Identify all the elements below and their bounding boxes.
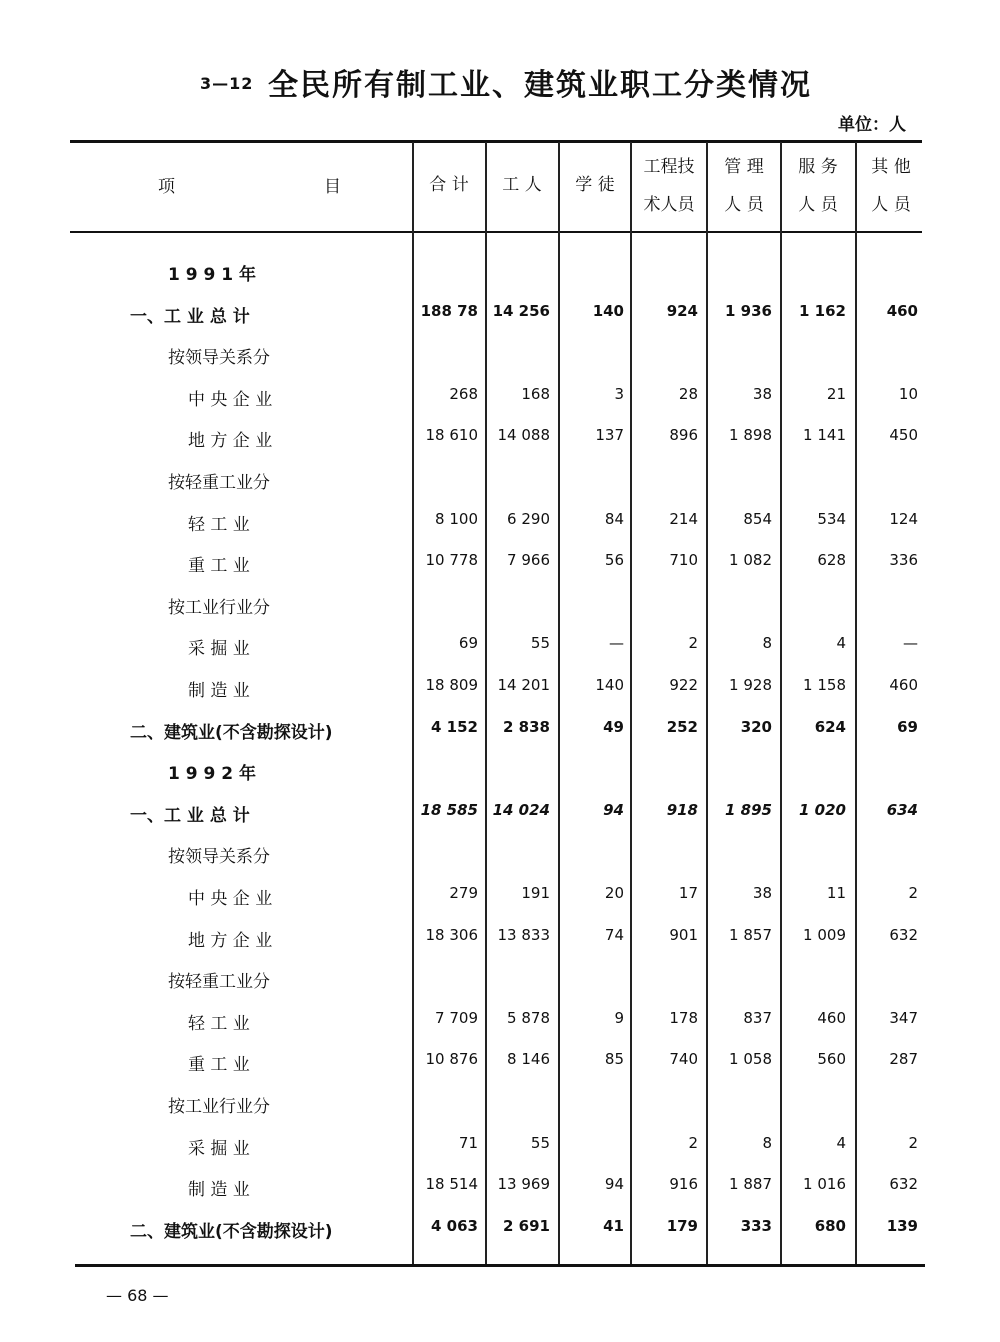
table-row (0, 842, 1000, 882)
header-line: 其 他 (871, 157, 911, 177)
row-label: 制 造 业 (188, 1180, 250, 1201)
bottom-rule (75, 1264, 925, 1267)
table-cell: 94 (603, 800, 624, 819)
row-label: 重 工 业 (188, 1055, 250, 1076)
table-cell: 6 290 (507, 509, 550, 528)
table-cell: 14 201 (497, 676, 550, 694)
table-cell: 124 (889, 509, 918, 528)
header-line: 管 理 (724, 157, 764, 177)
table-row (0, 801, 1000, 841)
column-header-management (708, 148, 780, 224)
table-cell: 628 (817, 551, 846, 570)
table-cell: 38 (752, 884, 772, 902)
table-cell: 74 (604, 925, 624, 944)
row-label: 按领导关系分 (168, 348, 270, 369)
table-cell: 140 (592, 301, 624, 320)
table-cell: 214 (669, 509, 698, 528)
table-cell: 347 (889, 1008, 918, 1027)
column-header-apprentices: 学 徒 (575, 175, 615, 195)
row-label: 二、建筑业(不含勘探设计) (130, 722, 333, 743)
table-cell: 13 833 (497, 925, 550, 944)
table-cell: 1 141 (803, 426, 846, 445)
table-cell: 1 058 (729, 1050, 772, 1069)
header-line: 人 员 (724, 195, 764, 215)
table-cell: 8 (762, 1133, 772, 1152)
table-cell: 11 (826, 884, 846, 902)
table-cell: 460 (889, 676, 918, 694)
table-cell: 14 256 (492, 301, 550, 320)
table-cell: 49 (603, 717, 624, 736)
row-label: 按工业行业分 (168, 597, 270, 618)
table-cell: 188 78 (420, 301, 478, 320)
header-line: 工程技 (643, 157, 695, 177)
table-cell: 854 (743, 509, 772, 528)
header-line: 服 务 (798, 157, 838, 177)
table-cell: 333 (740, 1216, 772, 1235)
table-cell: 901 (669, 925, 698, 944)
table-row (0, 634, 1000, 674)
top-rule (70, 140, 922, 143)
table-cell: 69 (897, 717, 918, 736)
table-cell: 560 (817, 1050, 846, 1069)
unit-label: 单位：人 (838, 115, 906, 135)
table-cell: 460 (886, 301, 918, 320)
table-cell: 320 (740, 717, 772, 736)
row-label: 一、工 业 总 计 (130, 306, 250, 327)
table-cell: 10 778 (425, 551, 478, 570)
table-cell: 1 082 (729, 551, 772, 570)
row-label: 地 方 企 业 (188, 930, 273, 951)
row-label: 采 掘 业 (188, 639, 250, 660)
table-cell: 922 (669, 676, 698, 694)
table-row (0, 343, 1000, 383)
row-label: 1 9 9 1 年 (168, 265, 256, 285)
table-cell: 1 928 (729, 676, 772, 694)
table-row (0, 1050, 1000, 1090)
table-cell: 38 (752, 384, 772, 403)
table-cell: 4 063 (431, 1216, 478, 1235)
table-cell: 287 (889, 1050, 918, 1069)
row-label: 轻 工 业 (188, 1013, 250, 1034)
row-label: 中 央 企 业 (188, 889, 273, 909)
table-cell: 3 (614, 384, 624, 403)
table-cell: 2 (688, 634, 698, 653)
table-cell: 84 (604, 509, 624, 528)
table-cell: 7 709 (435, 1008, 478, 1027)
table-row (0, 926, 1000, 966)
table-row (0, 385, 1000, 425)
row-label: 按轻重工业分 (168, 972, 270, 993)
table-cell: 7 966 (507, 551, 550, 570)
table-cell: 534 (817, 509, 846, 528)
table-cell: — (903, 634, 918, 653)
table-cell: 8 100 (435, 509, 478, 528)
table-cell: 252 (666, 717, 698, 736)
table-cell: 1 887 (729, 1175, 772, 1194)
table-cell: 14 024 (492, 800, 550, 819)
table-cell: 1 158 (803, 676, 846, 694)
table-cell: 680 (814, 1216, 846, 1235)
table-cell: 4 (836, 1133, 846, 1152)
table-cell: 85 (604, 1050, 624, 1069)
table-row (0, 426, 1000, 466)
table-cell: 55 (530, 1133, 550, 1152)
table-cell: 9 (614, 1008, 624, 1027)
page-number: — 68 — (106, 1286, 169, 1305)
table-row (0, 1175, 1000, 1215)
table-cell: 41 (603, 1216, 624, 1235)
table-row (0, 468, 1000, 508)
row-label: 二、建筑业(不含勘探设计) (130, 1221, 333, 1242)
table-cell: 71 (458, 1133, 478, 1152)
table-cell: 14 088 (497, 426, 550, 445)
table-cell: 1 162 (799, 301, 846, 320)
table-cell: 137 (595, 426, 624, 445)
table-cell: 18 809 (425, 676, 478, 694)
table-cell: 924 (666, 301, 698, 320)
table-cell: 168 (521, 384, 550, 403)
table-cell: 17 (678, 884, 698, 902)
table-cell: 1 898 (729, 426, 772, 445)
column-header-engineering (632, 148, 706, 224)
table-cell: 1 895 (725, 800, 772, 819)
table-cell: 632 (889, 925, 918, 944)
table-cell: 55 (530, 634, 550, 653)
table-cell: 20 (604, 884, 624, 902)
table-cell: 268 (449, 384, 478, 403)
row-label: 按轻重工业分 (168, 473, 270, 493)
table-cell: 69 (458, 634, 478, 653)
header-line: 人 员 (871, 195, 911, 215)
page-title: 全民所有制工业、建筑业职工分类情况 (268, 68, 812, 103)
table-cell: 4 (836, 634, 846, 653)
table-cell: 896 (669, 426, 698, 445)
table-cell: 1 016 (803, 1175, 846, 1194)
table-cell: 191 (521, 884, 550, 902)
column-header-service (782, 148, 854, 224)
table-cell: 10 876 (425, 1050, 478, 1069)
table-cell: 632 (889, 1175, 918, 1194)
table-row (0, 1092, 1000, 1132)
table-cell: 1 020 (799, 800, 846, 819)
table-row (0, 676, 1000, 716)
table-row (0, 302, 1000, 342)
table-cell: 140 (595, 676, 624, 694)
table-row (0, 967, 1000, 1007)
table-cell: 10 (898, 384, 918, 403)
table-cell: 2 (908, 1133, 918, 1152)
table-row (0, 1217, 1000, 1257)
table-cell: 634 (886, 800, 918, 819)
table-cell: 13 969 (497, 1175, 550, 1194)
table-row (0, 1009, 1000, 1049)
column-header-workers: 工 人 (502, 175, 542, 195)
table-row (0, 260, 1000, 300)
table-cell: 916 (669, 1175, 698, 1194)
table-cell: 18 306 (425, 925, 478, 944)
table-row (0, 759, 1000, 799)
table-cell: 5 878 (507, 1008, 550, 1027)
table-cell: 2 691 (503, 1216, 550, 1235)
table-cell: 178 (669, 1008, 698, 1027)
table-cell: 94 (604, 1175, 624, 1194)
table-cell: 4 152 (431, 717, 478, 736)
table-cell: 740 (669, 1050, 698, 1069)
table-cell: 1 936 (725, 301, 772, 320)
table-cell: 2 (688, 1133, 698, 1152)
table-cell: 2 838 (503, 717, 550, 736)
table-cell: 1 857 (729, 925, 772, 944)
row-label: 一、工 业 总 计 (130, 805, 250, 826)
table-cell: 1 009 (803, 925, 846, 944)
table-cell: 8 (762, 634, 772, 653)
header-line: 术人员 (643, 195, 695, 215)
row-label: 轻 工 业 (188, 514, 250, 535)
table-cell: 179 (666, 1216, 698, 1235)
table-cell: 918 (666, 800, 698, 819)
table-cell: 28 (678, 384, 698, 403)
column-header-other (857, 148, 925, 224)
table-cell: 450 (889, 426, 918, 445)
table-row (0, 551, 1000, 591)
table-row (0, 593, 1000, 633)
table-cell: — (609, 634, 624, 653)
row-label: 地 方 企 业 (188, 431, 273, 452)
table-cell: 460 (817, 1008, 846, 1027)
row-label: 1 9 9 2 年 (168, 764, 256, 785)
table-row (0, 1134, 1000, 1174)
table-cell: 279 (449, 884, 478, 902)
table-row (0, 718, 1000, 758)
table-cell: 21 (826, 384, 846, 403)
table-cell: 336 (889, 551, 918, 570)
table-number: 3—12 (200, 74, 254, 93)
table-cell: 837 (743, 1008, 772, 1027)
table-cell: 710 (669, 551, 698, 570)
table-cell: 624 (814, 717, 846, 736)
table-row (0, 510, 1000, 550)
table-cell: 2 (908, 884, 918, 902)
header-item-char-2: 目 (324, 177, 341, 197)
header-line: 人 员 (798, 195, 838, 215)
header-rule (70, 231, 922, 233)
row-label: 采 掘 业 (188, 1138, 250, 1159)
table-cell: 8 146 (507, 1050, 550, 1069)
table-row (0, 884, 1000, 924)
table-cell: 18 610 (425, 426, 478, 445)
table-cell: 18 585 (420, 800, 478, 819)
table-cell: 139 (886, 1216, 918, 1235)
column-header-total: 合 计 (429, 175, 469, 195)
row-label: 中 央 企 业 (188, 389, 273, 410)
row-label: 重 工 业 (188, 556, 250, 577)
table-cell: 18 514 (425, 1175, 478, 1194)
header-item-char-1: 项 (158, 177, 175, 197)
row-label: 按领导关系分 (168, 847, 270, 868)
row-label: 按工业行业分 (168, 1097, 270, 1117)
table-cell: 56 (604, 551, 624, 570)
row-label: 制 造 业 (188, 681, 250, 701)
